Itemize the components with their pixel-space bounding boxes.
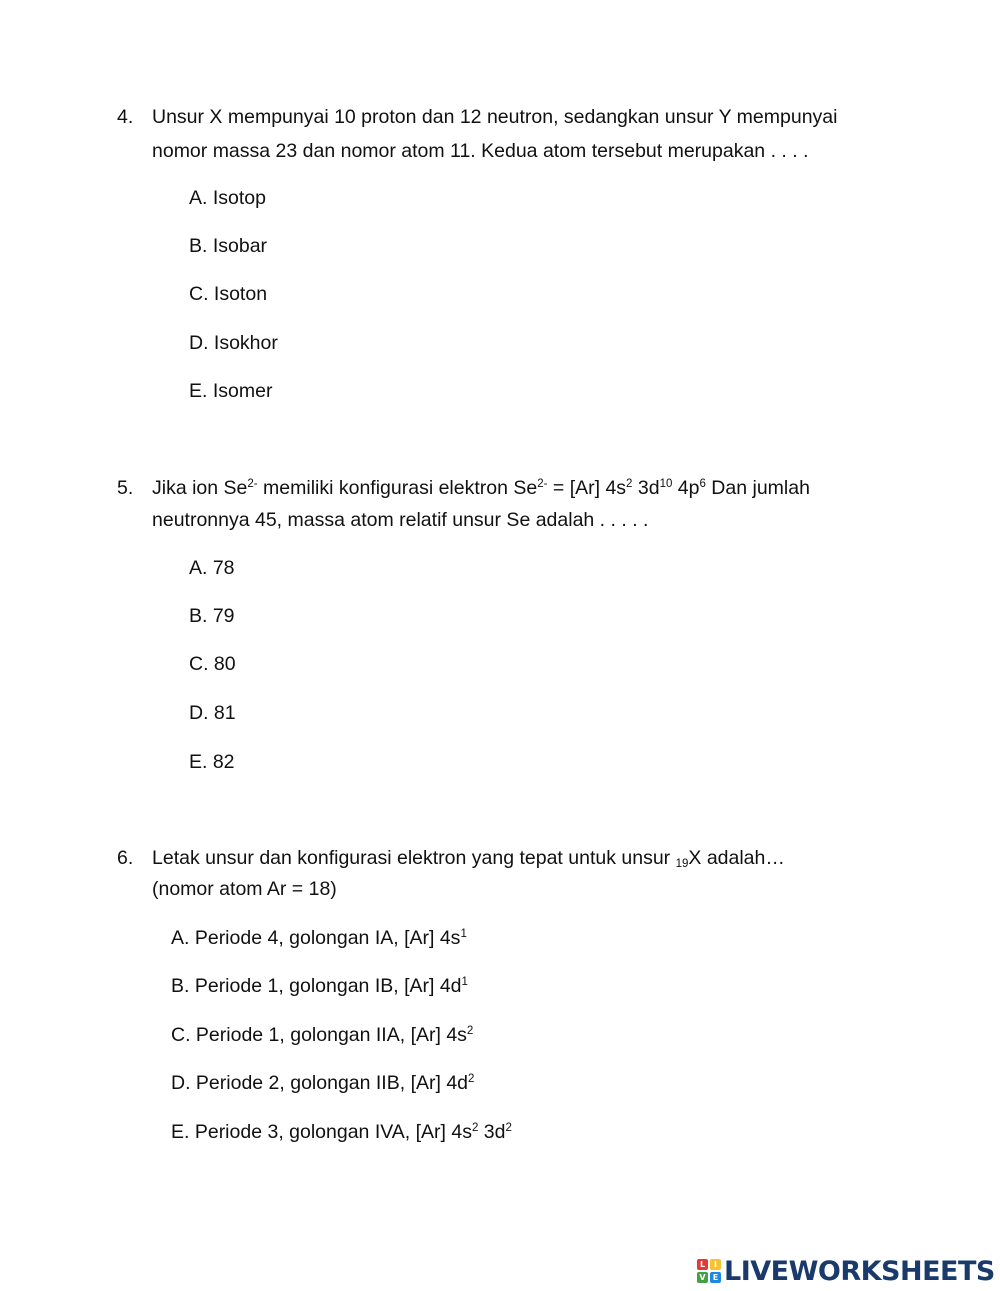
logo-blocks-icon — [697, 1259, 721, 1283]
text-part: 4p — [672, 477, 700, 499]
text-part: 3d — [632, 477, 660, 499]
option-c[interactable]: C. 80 — [189, 653, 236, 675]
question-number: 4. — [117, 106, 134, 128]
question-text-line-2: (nomor atom Ar = 18) — [152, 878, 337, 900]
option-text: B. Periode 1, golongan IB, [Ar] 4d — [171, 975, 462, 997]
option-e[interactable] — [171, 1116, 512, 1148]
question-number: 6. — [117, 847, 134, 869]
logo-block: I — [710, 1259, 721, 1270]
superscript: 2 — [466, 1025, 474, 1037]
option-b[interactable]: B. 79 — [189, 605, 235, 627]
option-c[interactable] — [171, 1019, 473, 1051]
question-text-line-1: Unsur X mempunyai 10 proton dan 12 neutron, sedangkan unsur Y mempunyai — [152, 106, 838, 128]
superscript: 1 — [460, 928, 467, 940]
text-part: = [Ar] 4s — [547, 477, 627, 499]
option-a[interactable] — [171, 922, 467, 954]
option-text: A. Periode 4, golongan IA, [Ar] 4s — [171, 927, 461, 949]
superscript: 2 — [505, 1122, 512, 1134]
text-part: X adalah… — [688, 847, 785, 869]
option-text: E. Periode 3, golongan IVA, [Ar] 4s — [171, 1121, 472, 1143]
text-part: Letak unsur dan konfigurasi elektron yang tepat untuk unsur — [152, 847, 676, 869]
option-text: D. Periode 2, golongan IIB, [Ar] 4d — [171, 1072, 469, 1094]
option-e[interactable]: E. Isomer — [189, 380, 273, 402]
text-part: Jika ion Se — [152, 477, 248, 499]
option-d[interactable] — [171, 1067, 474, 1099]
superscript: 2- — [247, 478, 258, 490]
option-text: 3d — [478, 1121, 506, 1143]
superscript: 1 — [461, 976, 468, 988]
superscript: 6 — [699, 478, 706, 490]
option-d[interactable]: D. 81 — [189, 702, 236, 724]
superscript: 2 — [626, 478, 633, 490]
logo-block: V — [697, 1272, 708, 1283]
text-part: memiliki konfigurasi elektron Se — [257, 477, 538, 499]
option-e[interactable]: E. 82 — [189, 751, 235, 773]
option-c[interactable]: C. Isoton — [189, 283, 268, 305]
logo-text: LIVEWORKSHEETS — [724, 1255, 995, 1287]
question-text-line-1 — [152, 842, 785, 874]
option-b[interactable]: B. Isobar — [189, 235, 268, 257]
logo-block: E — [710, 1272, 721, 1283]
option-a[interactable]: A. Isotop — [189, 187, 266, 209]
subscript: 19 — [675, 858, 689, 870]
option-b[interactable] — [171, 970, 468, 1002]
question-text-line-2: neutronnya 45, massa atom relatif unsur Se adalah . . . . . — [152, 509, 649, 531]
option-a[interactable]: A. 78 — [189, 557, 235, 579]
logo-block: L — [697, 1259, 708, 1270]
question-text-line-2: nomor massa 23 dan nomor atom 11. Kedua atom tersebut merupakan . . . . — [152, 140, 809, 162]
option-text: C. Periode 1, golongan IIA, [Ar] 4s — [171, 1024, 467, 1046]
liveworksheets-logo — [697, 1254, 995, 1288]
question-text-line-1 — [152, 472, 810, 504]
superscript: 2 — [468, 1073, 475, 1085]
option-d[interactable]: D. Isokhor — [189, 332, 278, 354]
question-number: 5. — [117, 477, 134, 499]
superscript: 10 — [659, 478, 673, 490]
superscript: 2- — [537, 478, 548, 490]
superscript: 2 — [471, 1122, 479, 1134]
text-part: Dan jumlah — [705, 477, 810, 499]
